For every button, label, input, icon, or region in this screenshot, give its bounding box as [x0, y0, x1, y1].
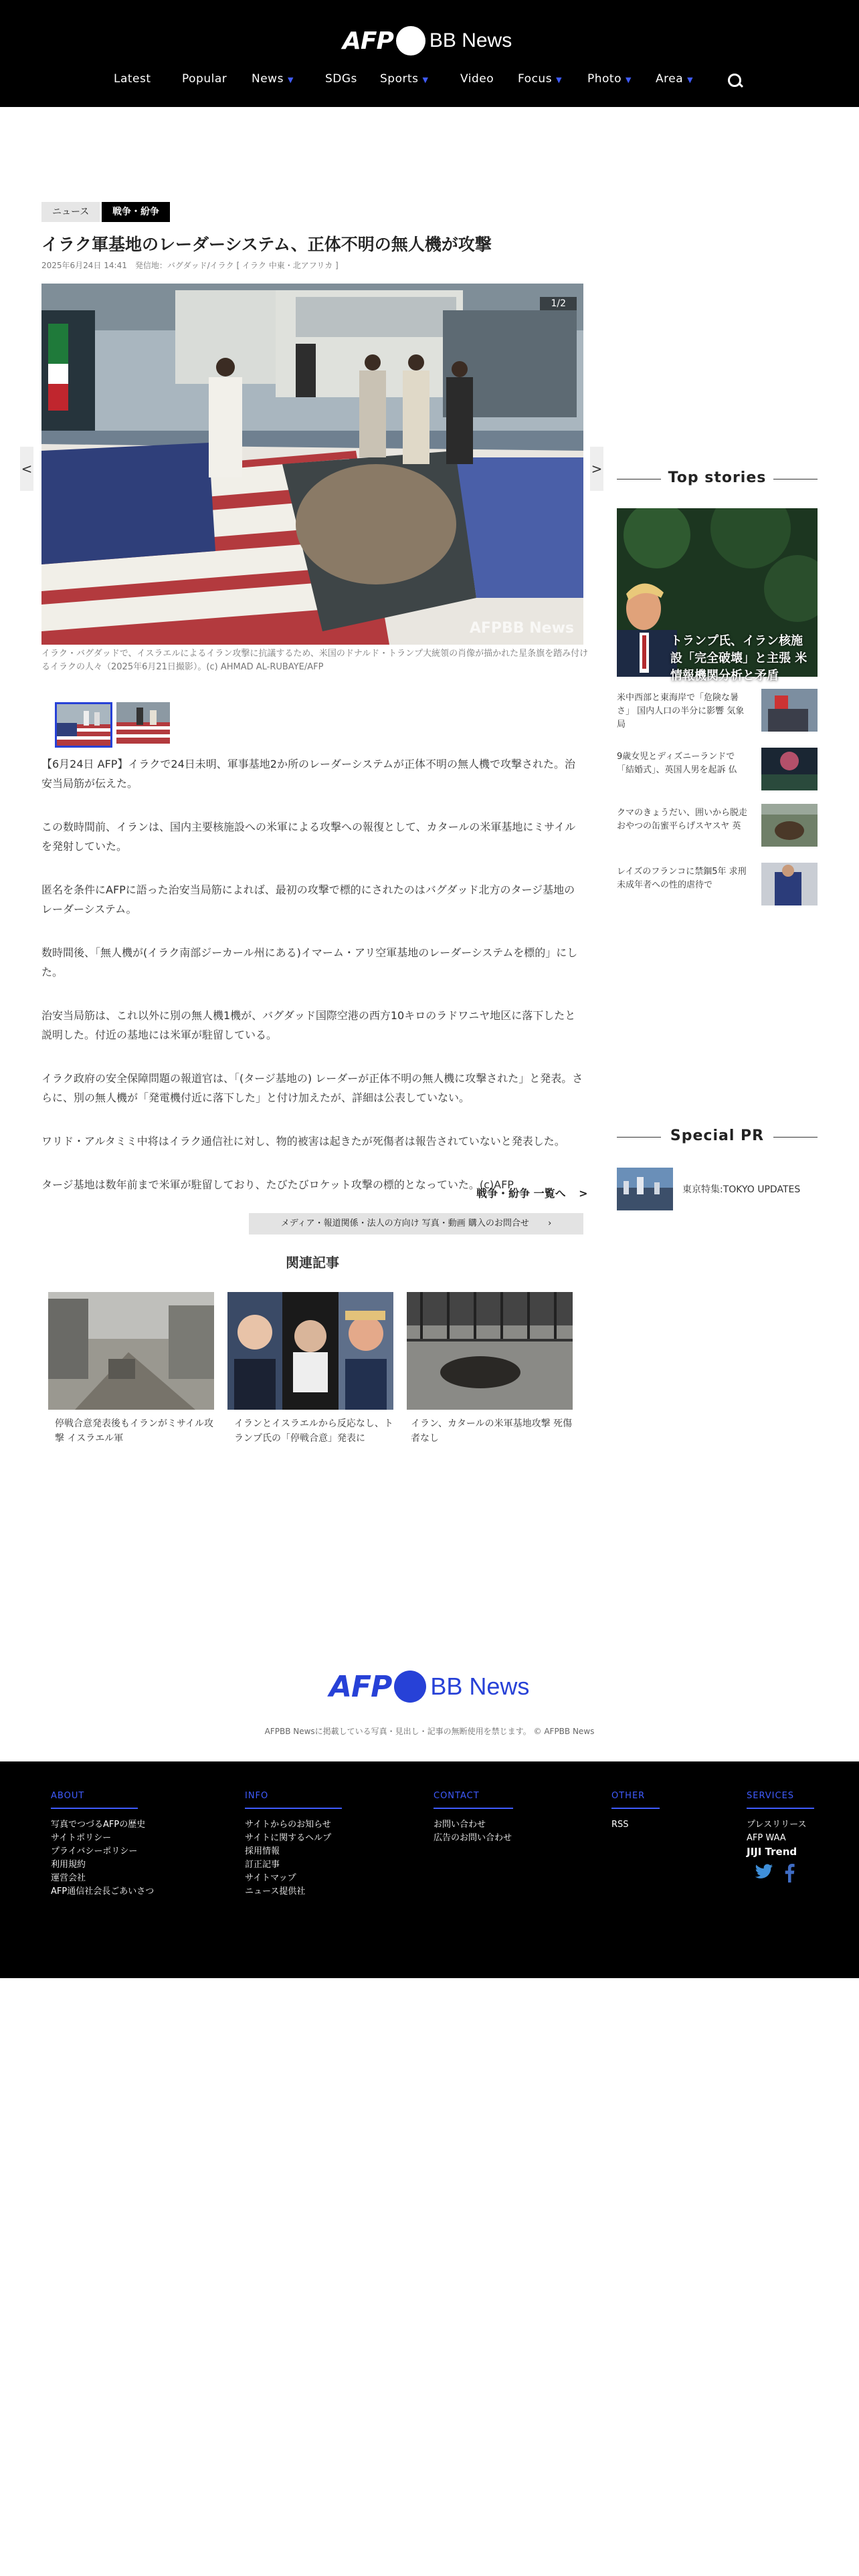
footer-heading: CONTACT	[434, 1791, 513, 1809]
article-paragraph: 匿名を条件にAFPに語った治安当局筋によれば、最初の攻撃で標的にされたのはバグダッド北方のタージ基地のレーダーシステム。	[41, 883, 575, 916]
related-articles-title: 関連記事	[286, 1255, 339, 1271]
divider	[773, 1137, 818, 1138]
media-inquiry-link[interactable]	[249, 1213, 583, 1235]
footer-link[interactable]: お問い合わせ	[434, 1820, 486, 1830]
related-article-title[interactable]: イラン、カタールの米軍基地攻撃 死傷者なし	[411, 1418, 573, 1444]
nav-sports[interactable]	[380, 72, 428, 86]
footer-link[interactable]: JIJI Trend	[747, 1846, 797, 1858]
footer-link[interactable]: 訂正記事	[245, 1860, 280, 1870]
footer-link[interactable]: AFP通信社会長ごあいさつ	[51, 1887, 155, 1897]
footer-link[interactable]: 採用情報	[245, 1846, 280, 1856]
article-photo[interactable]	[41, 284, 583, 645]
story-thumbnail	[761, 748, 818, 790]
footer-link[interactable]: ニュース提供社	[245, 1887, 306, 1897]
main-nav	[0, 72, 859, 92]
logo-circle-icon	[396, 26, 425, 56]
site-footer	[0, 1761, 859, 1978]
story-title: クマのきょうだい、囲いから脱走 おやつの缶蜜平らげスヤスヤ 英	[617, 808, 748, 831]
facebook-icon[interactable]	[784, 1864, 795, 1883]
article-paragraph: 【6月24日 AFP】イラクで24日未明、軍事基地2か所のレーダーシステムが正体不明の無人機で攻撃された。治安当局筋が伝えた。	[41, 758, 576, 790]
nav-focus[interactable]	[518, 72, 562, 86]
footer-link[interactable]: 利用規約	[51, 1860, 86, 1870]
chevron-down-icon: ▼	[287, 76, 294, 84]
photo-thumbnail[interactable]	[55, 702, 112, 748]
nav-popular[interactable]	[182, 72, 227, 86]
media-inquiry-label: メディア・報道関係・法人の方向け 写真・動画 購入のお問合せ	[280, 1218, 529, 1228]
chevron-down-icon: ▼	[422, 76, 429, 84]
footer-col-contact	[434, 1788, 513, 1845]
story-thumbnail	[761, 689, 818, 732]
chevron-down-icon: ▼	[626, 76, 632, 84]
story-title: 米中西部と東海岸で「危険な暑さ」 国内人口の半分に影響 気象局	[617, 693, 745, 730]
logo-circle-icon	[394, 1671, 426, 1703]
special-pr-heading	[617, 1128, 818, 1148]
chevron-down-icon: ▼	[556, 76, 563, 84]
top-story-caption[interactable]: トランプ氏、イラン核施設「完全破壊」と主張 米情報機関分析と矛盾	[670, 634, 807, 683]
story-title: レイズのフランコに禁錮5年 求刑 未成年者への性的虐待で	[617, 867, 747, 890]
pr-item[interactable]	[617, 1168, 818, 1212]
article-paragraph: 数時間後、「無人機が(イラク南部ジーカール州にある)イマーム・アリ空軍基地のレーダーシステムを標的」にした。	[41, 946, 578, 978]
footer-link[interactable]: プライバシーポリシー	[51, 1846, 138, 1856]
nav-label: Latest	[114, 72, 151, 86]
category-list-label: 戦争・紛争 一覧へ	[476, 1187, 566, 1200]
footer-link[interactable]: RSS	[611, 1820, 629, 1830]
footer-logo[interactable]	[329, 1668, 529, 1705]
photo-thumbnail[interactable]	[116, 702, 170, 744]
related-article-title[interactable]: イランとイスラエルから反応なし、トランプ氏の「停戦合意」発表に	[234, 1418, 393, 1444]
footer-link[interactable]: サイトからのお知らせ	[245, 1820, 331, 1830]
pr-thumbnail	[617, 1168, 673, 1210]
photo-counter: 1/2	[540, 297, 577, 310]
chevron-right-icon: ›	[548, 1218, 552, 1228]
nav-label: SDGs	[325, 72, 357, 86]
article-paragraph: 治安当局筋は、これ以外に別の無人機1機が、バグダッド国際空港の西方10キロのラドワニヤ地区に落下したと説明した。付近の基地には米軍が駐留している。	[41, 1009, 576, 1041]
article-paragraph: タージ基地は数年前まで米軍が駐留しており、たびたびロケット攻撃の標的となっていた。(c)AFP	[41, 1178, 514, 1191]
related-article-image[interactable]	[48, 1292, 214, 1410]
nav-label: Photo	[587, 72, 622, 86]
footer-heading: ABOUT	[51, 1791, 138, 1809]
article-title: イラク軍基地のレーダーシステム、正体不明の無人機が攻撃	[41, 235, 492, 254]
story-list-item[interactable]	[617, 689, 818, 734]
footer-link[interactable]: サイトに関するヘルプ	[245, 1833, 332, 1843]
category-list-link[interactable]	[476, 1185, 588, 1200]
nav-label: Video	[460, 72, 494, 86]
chevron-right-icon: >	[579, 1187, 588, 1200]
story-list-item[interactable]	[617, 748, 818, 793]
nav-area[interactable]	[656, 72, 693, 86]
logo-bbnews-text: BB News	[430, 1673, 530, 1700]
photo-watermark: AFPBB News	[469, 620, 574, 637]
footer-link[interactable]: 写真でつづるAFPの歴史	[51, 1820, 146, 1830]
search-icon[interactable]	[728, 74, 741, 87]
footer-col-about	[51, 1788, 154, 1899]
nav-latest[interactable]	[114, 72, 151, 86]
story-list-item[interactable]	[617, 804, 818, 849]
nav-sdgs[interactable]	[325, 72, 357, 86]
footer-heading: OTHER	[611, 1791, 660, 1809]
article-body	[41, 754, 583, 1218]
nav-label: Popular	[182, 72, 227, 86]
chevron-down-icon: ▼	[687, 76, 694, 84]
story-list-item[interactable]	[617, 863, 818, 908]
footer-col-info	[245, 1788, 342, 1899]
story-title: 9歳女児とディズニーランドで「結婚式」、英国人男を起訴 仏	[617, 752, 737, 775]
footer-link[interactable]: 運営会社	[51, 1873, 86, 1883]
footer-link[interactable]: サイトマップ	[245, 1873, 296, 1883]
footer-col-other	[611, 1788, 660, 1832]
top-stories-title: Top stories	[668, 469, 767, 486]
pr-title: 東京特集:TOKYO UPDATES	[682, 1184, 801, 1195]
nav-label: Area	[656, 72, 684, 86]
footer-link[interactable]: AFP WAA	[747, 1833, 786, 1843]
related-article-image[interactable]	[407, 1292, 573, 1410]
tag-news[interactable]: ニュース	[41, 202, 100, 222]
logo-bbnews-text: BB News	[429, 29, 512, 51]
photo-prev-button[interactable]: <	[20, 447, 33, 491]
logo-afp-text: AFP	[343, 27, 393, 55]
footer-link[interactable]: 広告のお問い合わせ	[434, 1833, 512, 1843]
nav-label: Sports	[380, 72, 419, 86]
article-paragraph: この数時間前、イランは、国内主要核施設への米軍による攻撃への報復として、カタールの米軍基地にミサイルを発射していた。	[41, 821, 576, 853]
article-paragraph: イラク政府の安全保障問題の報道官は、「(タージ基地の) レーダーが正体不明の無人機に攻撃された」と発表。さらに、別の無人機が「発電機付近に落下した」と付け加えたが、詳細は公表していない。	[41, 1072, 583, 1104]
related-article-title[interactable]: 停戦合意発表後もイランがミサイル攻撃 イスラエル軍	[55, 1418, 214, 1444]
photo-next-button[interactable]: >	[590, 447, 603, 491]
nav-label: Focus	[518, 72, 553, 86]
logo-afp-text: AFP	[329, 1669, 392, 1704]
nav-label: News	[252, 72, 284, 86]
nav-photo[interactable]	[587, 72, 632, 86]
story-thumbnail	[761, 863, 818, 905]
photo-caption: イラク・バグダッドで、イスラエルによるイラン攻撃に抗議するため、米国のドナルド・トランプ大統領の肖像が描かれた星条旗を踏み付けるイラクの人々（2025年6月21日撮影）。(c) AHMAD AL-RUBAYE/AFP	[41, 649, 589, 672]
footer-link[interactable]: プレスリリース	[747, 1820, 807, 1830]
footer-heading: SERVICES	[747, 1791, 814, 1809]
footer-link[interactable]: サイトポリシー	[51, 1833, 112, 1843]
special-pr-title: Special PR	[670, 1128, 765, 1144]
story-thumbnail	[761, 804, 818, 847]
footer-col-services	[747, 1788, 814, 1883]
site-header	[0, 0, 859, 107]
footer-heading: INFO	[245, 1791, 342, 1809]
site-logo[interactable]	[343, 24, 512, 58]
article-paragraph: ワリド・アルタミミ中将はイラク通信社に対し、物的被害は起きたが死傷者は報告されていないと発表した。	[41, 1135, 565, 1148]
top-stories-heading	[617, 469, 818, 490]
tag-war-conflict[interactable]: 戦争・紛争	[102, 202, 170, 222]
nav-video[interactable]	[460, 72, 494, 86]
article-meta: 2025年6月24日 14:41 発信地：バグダッド/イラク [ イラク 中東・北アフリカ ]	[41, 261, 339, 270]
copyright-notice: AFPBB Newsに掲載している写真・見出し・記事の無断使用を禁じます。 © AFPBB News	[264, 1727, 595, 1736]
photo-image	[41, 284, 583, 645]
related-article-image[interactable]	[227, 1292, 393, 1410]
twitter-icon[interactable]	[755, 1864, 773, 1880]
nav-news[interactable]	[252, 72, 294, 86]
